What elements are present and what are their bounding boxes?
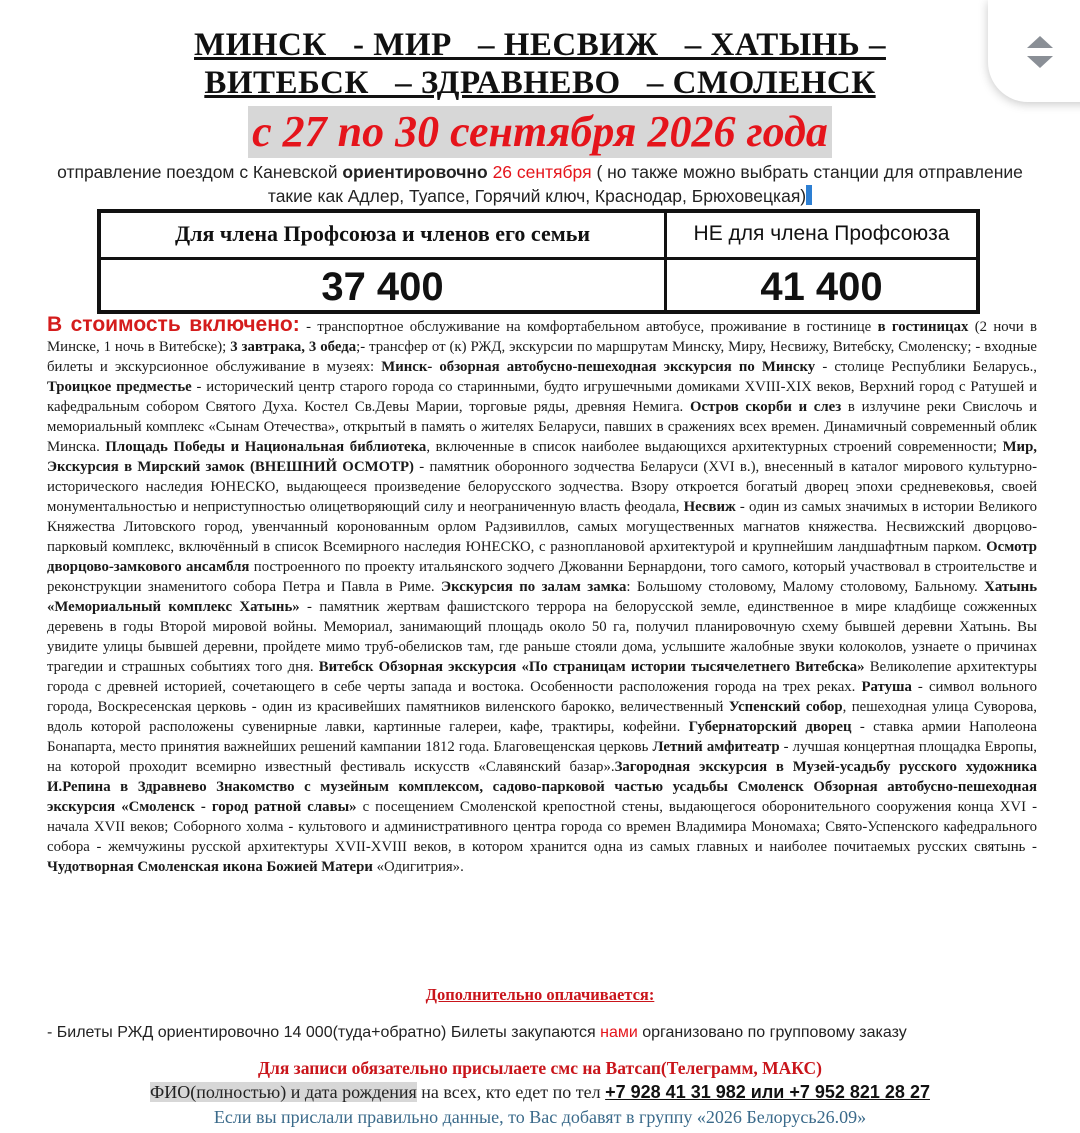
- tickets-highlight: нами: [600, 1024, 638, 1041]
- group-note: Если вы прислали правильно данные, то Вас добавят в группу «2026 Белорусь26.09»: [213, 1107, 867, 1127]
- included-text: - исторический центр старого города со старинными, будто игрушечными домиками XVIII-XIX веков, Верхний город с Ратушей и кафедральным собором Святого Духа. Костел Св.Девы Марии, торговые ряды, древняя Немига.: [47, 379, 1037, 415]
- departure-bold: ориентировочно: [342, 162, 488, 182]
- tickets-text-2: организовано по групповому заказу: [637, 1024, 907, 1041]
- member-price: 37 400: [321, 265, 444, 309]
- included-highlight: Площадь Победы и Национальная библиотека: [105, 439, 427, 455]
- included-highlight: Чудотворная Смоленская икона Божией Матери: [47, 859, 373, 875]
- included-text: - столице Республики Беларусь.,: [815, 359, 1037, 375]
- included-highlight: Витебск Обзорная экскурсия «По страницам истории тысячелетнего Витебска»: [318, 659, 865, 675]
- route-title-line-2: ВИТЕБСК – ЗДРАВНЕВО – СМОЛЕНСК: [204, 65, 876, 101]
- contact-line: [0, 1082, 1080, 1103]
- included-text: - памятник жертвам фашистского террора на белорусской земле, единственное в мире кладбище сожженных деревень в годы Второй мировой войны. Мемориал, занимающий площадь около 50 га, получил планировочную схему бывшей деревни Хатынь. Вы увидите улицы бывшей деревни, пройдете мимо труб-обелисков там, где раньше стояли дома, услышите жалобные звуки колоколов, узнаете о причинах трагедии и страшных событиях того дня.: [47, 599, 1037, 675]
- included-text: в излучине реки Свислочь и мемориальный комплекс «Сынам Отечества», открытый в память о жителях Беларуси, павших в сражениях всех времен. Динамичный современный облик Минска.: [47, 399, 1037, 455]
- required-data: ФИО(полностью) и дата рождения: [150, 1082, 417, 1102]
- included-text: построенного по проекту итальянского зодчего Джованни Бернардони, того самого, который участвовал в строительстве и реконструкции знаменитого собора Петра и Павла в Риме.: [47, 559, 1037, 595]
- included-highlight: Несвиж: [683, 499, 736, 515]
- nonmember-price-header: НЕ для члена Профсоюза: [693, 222, 950, 245]
- included-highlight: 3 завтрака, 3 обеда: [230, 339, 357, 355]
- extra-payment-title: Дополнительно оплачивается:: [425, 985, 655, 1004]
- included-highlight: Минск- обзорная автобусно-пешеходная экскурсия по Минску: [381, 359, 816, 375]
- included-highlight: Экскурсия по залам замка: [441, 579, 627, 595]
- contact-middle: на всех, кто едет по тел: [416, 1082, 606, 1102]
- included-highlight: Ратуша: [861, 679, 912, 695]
- included-highlight: Успенский собор: [728, 699, 843, 715]
- included-text: - лучшая концертная площадка Европы, на которой проходит всемирно известный фестиваль искусств «Славянский базар».: [47, 739, 1037, 775]
- included-highlight: Летний амфитеатр: [652, 739, 780, 755]
- included-text: - один из самых значимых в истории Великого Княжества Литовского город, увенчанный коронованным орлом Радзивиллов, самых могущественных магнатов княжества. Несвижский дворцово-парковый комплекс, включённый в список Всемирного наследия ЮНЕСКО, с разноплановой архитектурой и крупнейшим ландшафтным парком.: [47, 499, 1037, 555]
- nonmember-price: 41 400: [760, 265, 883, 309]
- included-text: , пешеходная улица Суворова, вдоль которой расположены сувенирные лавки, картинные галереи, кафе, трактиры, кофейни.: [47, 699, 1037, 735]
- included-description: [47, 315, 1037, 877]
- included-highlight: Остров скорби и слез: [689, 399, 842, 415]
- price-table: [97, 209, 980, 314]
- departure-info: [40, 160, 1040, 208]
- included-highlight: Осмотр дворцово-замкового ансамбля: [47, 539, 1037, 575]
- included-text: (2 ночи в Минске, 1 ночь в Витебске);: [47, 319, 1037, 355]
- departure-text-2: ( но также можно выбрать станции для отправление такие как Адлер, Туапсе, Горячий ключ, Краснодар, Брюховецкая): [267, 162, 1023, 206]
- included-highlight: Мир, Экскурсия в Мирский замок (ВНЕШНИЙ ОСМОТР): [47, 439, 1037, 475]
- included-text: , включенные в список наиболее выдающихся архитектурных строений современности;: [426, 439, 1003, 455]
- included-text: ;- трансфер от (к) РЖД, экскурсии по маршрутам Минску, Миру, Несвижу, Витебску, Смоленску; - входные билеты и экскурсионное обслуживание в музеях:: [47, 339, 1037, 375]
- route-title-line-1: МИНСК - МИР – НЕСВИЖ – ХАТЫНЬ –: [194, 27, 886, 63]
- included-text: - памятник оборонного зодчества Беларуси (XVI в.), внесенный в каталог мирового культурно-исторического наследия ЮНЕСКО, выдающееся произведение белорусского зодчества. Взору откроется богатый дворец эпохи средневековья, своей монументальностью и неприступностью олицетворяющий силу и неограниченную власть феодала,: [47, 459, 1037, 515]
- included-highlight: Загородная экскурсия в Музей-усадьбу русского художника И.Репина в Здравнево Знакомство с музейным комплексом, садово-парковой частью усадьбы Смоленск Обзорная автобусно-пешеходная экскурсия «Смоленск - город ратной славы»: [47, 759, 1037, 815]
- tickets-text-1: - Билеты РЖД ориентировочно 14 000(туда+обратно) Билеты закупаются: [47, 1024, 601, 1041]
- included-text: : Большому столовому, Малому столовому, Бальному.: [626, 579, 985, 595]
- included-text: - символ вольного города, Воскресенская церковь - один из красивейших памятников виленского барокко, величественный: [47, 679, 1037, 715]
- departure-date: 26 сентября: [487, 162, 592, 182]
- phone-numbers[interactable]: +7 928 41 31 982 или +7 952 821 28 27: [605, 1082, 930, 1102]
- included-text: Великолепие архитектуры города с древней историей, сочетающего в себе черты запада и востока. Особенности расположения города на трех реках.: [47, 659, 1037, 695]
- included-label: В стоимость включено:: [47, 313, 300, 336]
- included-text: - транспортное обслуживание на комфортабельном автобусе, проживание в гостинице: [299, 319, 878, 335]
- tour-dates-row: [0, 106, 1080, 158]
- included-highlight: Троицкое предместье: [47, 379, 192, 395]
- included-text: «Одигитрия».: [372, 859, 464, 875]
- tour-dates: с 27 по 30 сентября 2026 года: [248, 106, 832, 158]
- included-text: - ставка армии Наполеона Бонапарта, место принятия важнейших решений кампании 1812 года. Благовещенская церковь: [47, 719, 1037, 755]
- chevron-up-down-icon: [1024, 32, 1056, 72]
- included-text: с посещением Смоленской крепостной стены, выдающегося оборонительного сооружения конца XVI - начала XVII веков; Соборного холма - культового и административного центра города со времен Владимира Мономаха; Свято-Успенского кафедрального собора - жемчужины русской архитектуры XVII-XVIII веков, в котором хранится одна из самых главных и наиболее почитаемых русских святынь -: [47, 799, 1037, 855]
- member-price-header: Для члена Профсоюза и членов его семьи: [174, 221, 591, 246]
- scroll-button[interactable]: [988, 0, 1080, 102]
- included-highlight: в гостиницах: [877, 319, 969, 335]
- signup-instructions: Для записи обязательно присылаете смс на Ватсап(Телеграмм, МАКС): [257, 1058, 823, 1078]
- departure-text-1: отправление поездом с Каневской: [57, 162, 343, 182]
- included-highlight: Губернаторский дворец: [688, 719, 852, 735]
- included-highlight: Хатынь «Мемориальный комплекс Хатынь»: [47, 579, 1038, 615]
- rail-tickets-info: [47, 1022, 1047, 1044]
- table-divider-horizontal: [101, 257, 976, 260]
- text-cursor: [806, 185, 812, 205]
